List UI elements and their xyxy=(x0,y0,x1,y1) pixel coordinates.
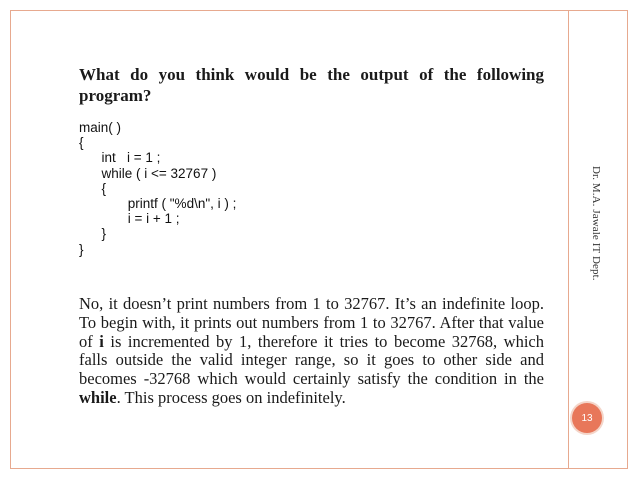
answer-part-1: No, it doesn’t print numbers from 1 to 32767. It’s an indefinite loop. To begin with, it prints out numbers from 1 to 32767. After that value of xyxy=(79,294,544,351)
code-line: printf ( "%d\n", i ) ; xyxy=(79,195,237,211)
code-line: i = i + 1 ; xyxy=(79,211,180,227)
page-number-badge xyxy=(572,403,602,433)
sidebar-divider xyxy=(568,10,569,469)
code-line: } xyxy=(79,226,107,242)
code-line: { xyxy=(79,135,84,151)
code-line: main( ) xyxy=(79,120,122,135)
code-line: while ( i <= 32767 ) xyxy=(79,165,217,181)
answer-bold-variable: i xyxy=(99,331,104,351)
code-line: { xyxy=(79,180,107,196)
answer-part-2: is incremented by 1, therefore it tries to become 32768, which falls outside the valid integer range, so it goes to other side and becomes -32768 which would certainly satisfy the condition in the xyxy=(79,331,545,389)
answer-bold-keyword: while xyxy=(79,387,117,407)
question-text: What do you think would be the output of the following program? xyxy=(79,65,544,105)
author-side-label: Dr. M.A. Jawale IT Dept. xyxy=(590,166,602,281)
answer-text xyxy=(79,295,544,408)
answer-part-3: . This process goes on indefinitely. xyxy=(116,387,346,407)
code-block xyxy=(79,120,236,257)
code-line: int i = 1 ; xyxy=(79,150,161,166)
page-number: 13 xyxy=(581,412,593,424)
code-line: } xyxy=(79,241,84,257)
